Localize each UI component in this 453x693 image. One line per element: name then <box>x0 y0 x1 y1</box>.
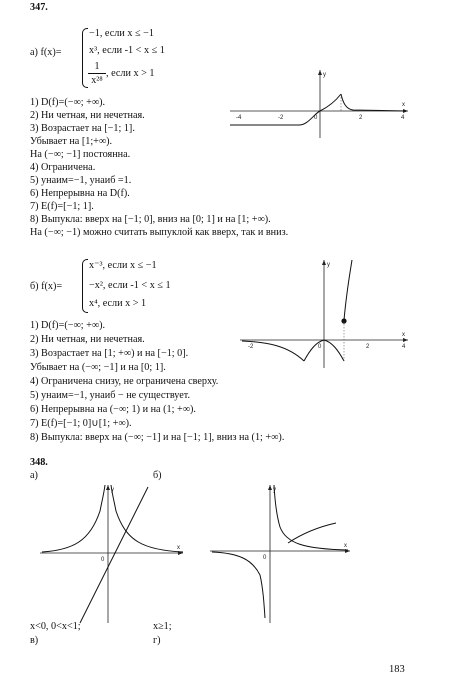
property-line: 4) Ограничена снизу, не ограничена сверху. <box>30 376 219 387</box>
property-line: Убывает на (−∞; −1] и на [0; 1]. <box>30 362 166 373</box>
curve <box>274 485 348 550</box>
function-a-case-2: x³, если -1 < x ≤ 1 <box>89 45 165 56</box>
tick-label: -2 <box>248 344 254 350</box>
function-b-lhs: б) f(x)= <box>30 281 63 292</box>
line <box>80 487 148 623</box>
property-line: 3) Возрастает на [1; +∞) и на [−1; 0]. <box>30 348 189 359</box>
curve <box>212 552 265 618</box>
function-b-case-3: x⁴, если x > 1 <box>89 298 147 309</box>
function-b-case-1: x⁻³, если x ≤ −1 <box>89 260 157 271</box>
graph-348-b <box>208 483 354 625</box>
property-line: 1) D(f)=(−∞; +∞). <box>30 97 106 108</box>
curve <box>111 485 183 552</box>
tick-label: 4 <box>402 344 406 350</box>
property-line: 6) Непрерывна на D(f). <box>30 188 130 199</box>
problem-number-348: 348. <box>30 457 48 468</box>
axis-label-y: y <box>323 72 326 78</box>
curve <box>42 485 105 552</box>
graph-348-a <box>38 483 188 625</box>
tick-label: -4 <box>236 115 242 121</box>
function-a-case-3-cond: , если x > 1 <box>106 68 155 79</box>
piecewise-brace-b <box>82 259 88 313</box>
property-line: 7) E(f)=[−1; 0]∪[1; +∞). <box>30 418 132 429</box>
axis-label-y: y <box>111 487 114 493</box>
function-a-case-1: −1, если x ≤ −1 <box>89 28 154 39</box>
property-line: 7) E(f)=[−1; 1]. <box>30 201 94 212</box>
property-line: 5) yнаим=−1, yнаиб − не существует. <box>30 390 190 401</box>
function-b-case-2: −x², если -1 < x ≤ 1 <box>89 280 171 291</box>
curve <box>288 523 336 543</box>
tick-label: 4 <box>401 115 405 121</box>
curve <box>344 260 352 320</box>
property-line: На (−∞; −1] постоянна. <box>30 149 131 160</box>
curve <box>341 94 406 111</box>
property-line: Убывает на [1;+∞). <box>30 136 113 147</box>
part-label-b: б) <box>153 470 162 481</box>
graph-347-a <box>228 68 410 140</box>
property-line: 3) Возрастает на [−1; 1]. <box>30 123 135 134</box>
tick-label: 2 <box>366 344 370 350</box>
property-line: 8) Выпукла: вверх на (−∞; −1] и на [−1; 1], вниз на (1; +∞). <box>30 432 285 443</box>
axis-label-x: x <box>402 332 405 338</box>
property-line: 6) Непрерывна на (−∞; 1) и на (1; +∞). <box>30 404 196 415</box>
property-line: 2) Ни четная, ни нечетная. <box>30 334 145 345</box>
axis-label-x: x <box>177 545 180 551</box>
part-label-a: а) <box>30 470 38 481</box>
property-line: 1) D(f)=(−∞; +∞). <box>30 320 106 331</box>
tick-label: -2 <box>278 115 284 121</box>
function-a-lhs: а) f(x)= <box>30 47 62 58</box>
tick-label: 0 <box>263 555 267 561</box>
part-label-v: в) <box>30 635 39 646</box>
graph-347-b <box>238 258 410 370</box>
property-line: 4) Ограничена. <box>30 162 96 173</box>
property-line: 2) Ни четная, ни нечетная. <box>30 110 145 121</box>
answer-v: x<0, 0<x<1; <box>30 621 81 632</box>
curve <box>230 94 341 125</box>
property-line: 8) Выпукла: вверх на [−1; 0], вниз на [0; 1] и на [1; +∞). <box>30 214 271 225</box>
part-label-g: г) <box>153 635 161 646</box>
axis-label-x: x <box>402 102 405 108</box>
problem-number-347: 347. <box>30 2 48 13</box>
page-number: 183 <box>389 664 405 675</box>
property-line: На (−∞; −1) можно считать выпуклой как вверх, так и вниз. <box>30 227 289 238</box>
tick-label: 0 <box>318 344 322 350</box>
answer-g: x≥1; <box>153 621 172 632</box>
axis-label-y: y <box>327 262 330 268</box>
function-a-case-3-fraction: 1 x²⁸ <box>88 61 106 86</box>
axis-label-y: y <box>273 487 276 493</box>
axis-label-x: x <box>344 543 347 549</box>
tick-label: 2 <box>359 115 363 121</box>
tick-label: 0 <box>101 557 105 563</box>
property-line: 5) yнаим=−1, yнаиб =1. <box>30 175 132 186</box>
tick-label: 0 <box>314 115 318 121</box>
